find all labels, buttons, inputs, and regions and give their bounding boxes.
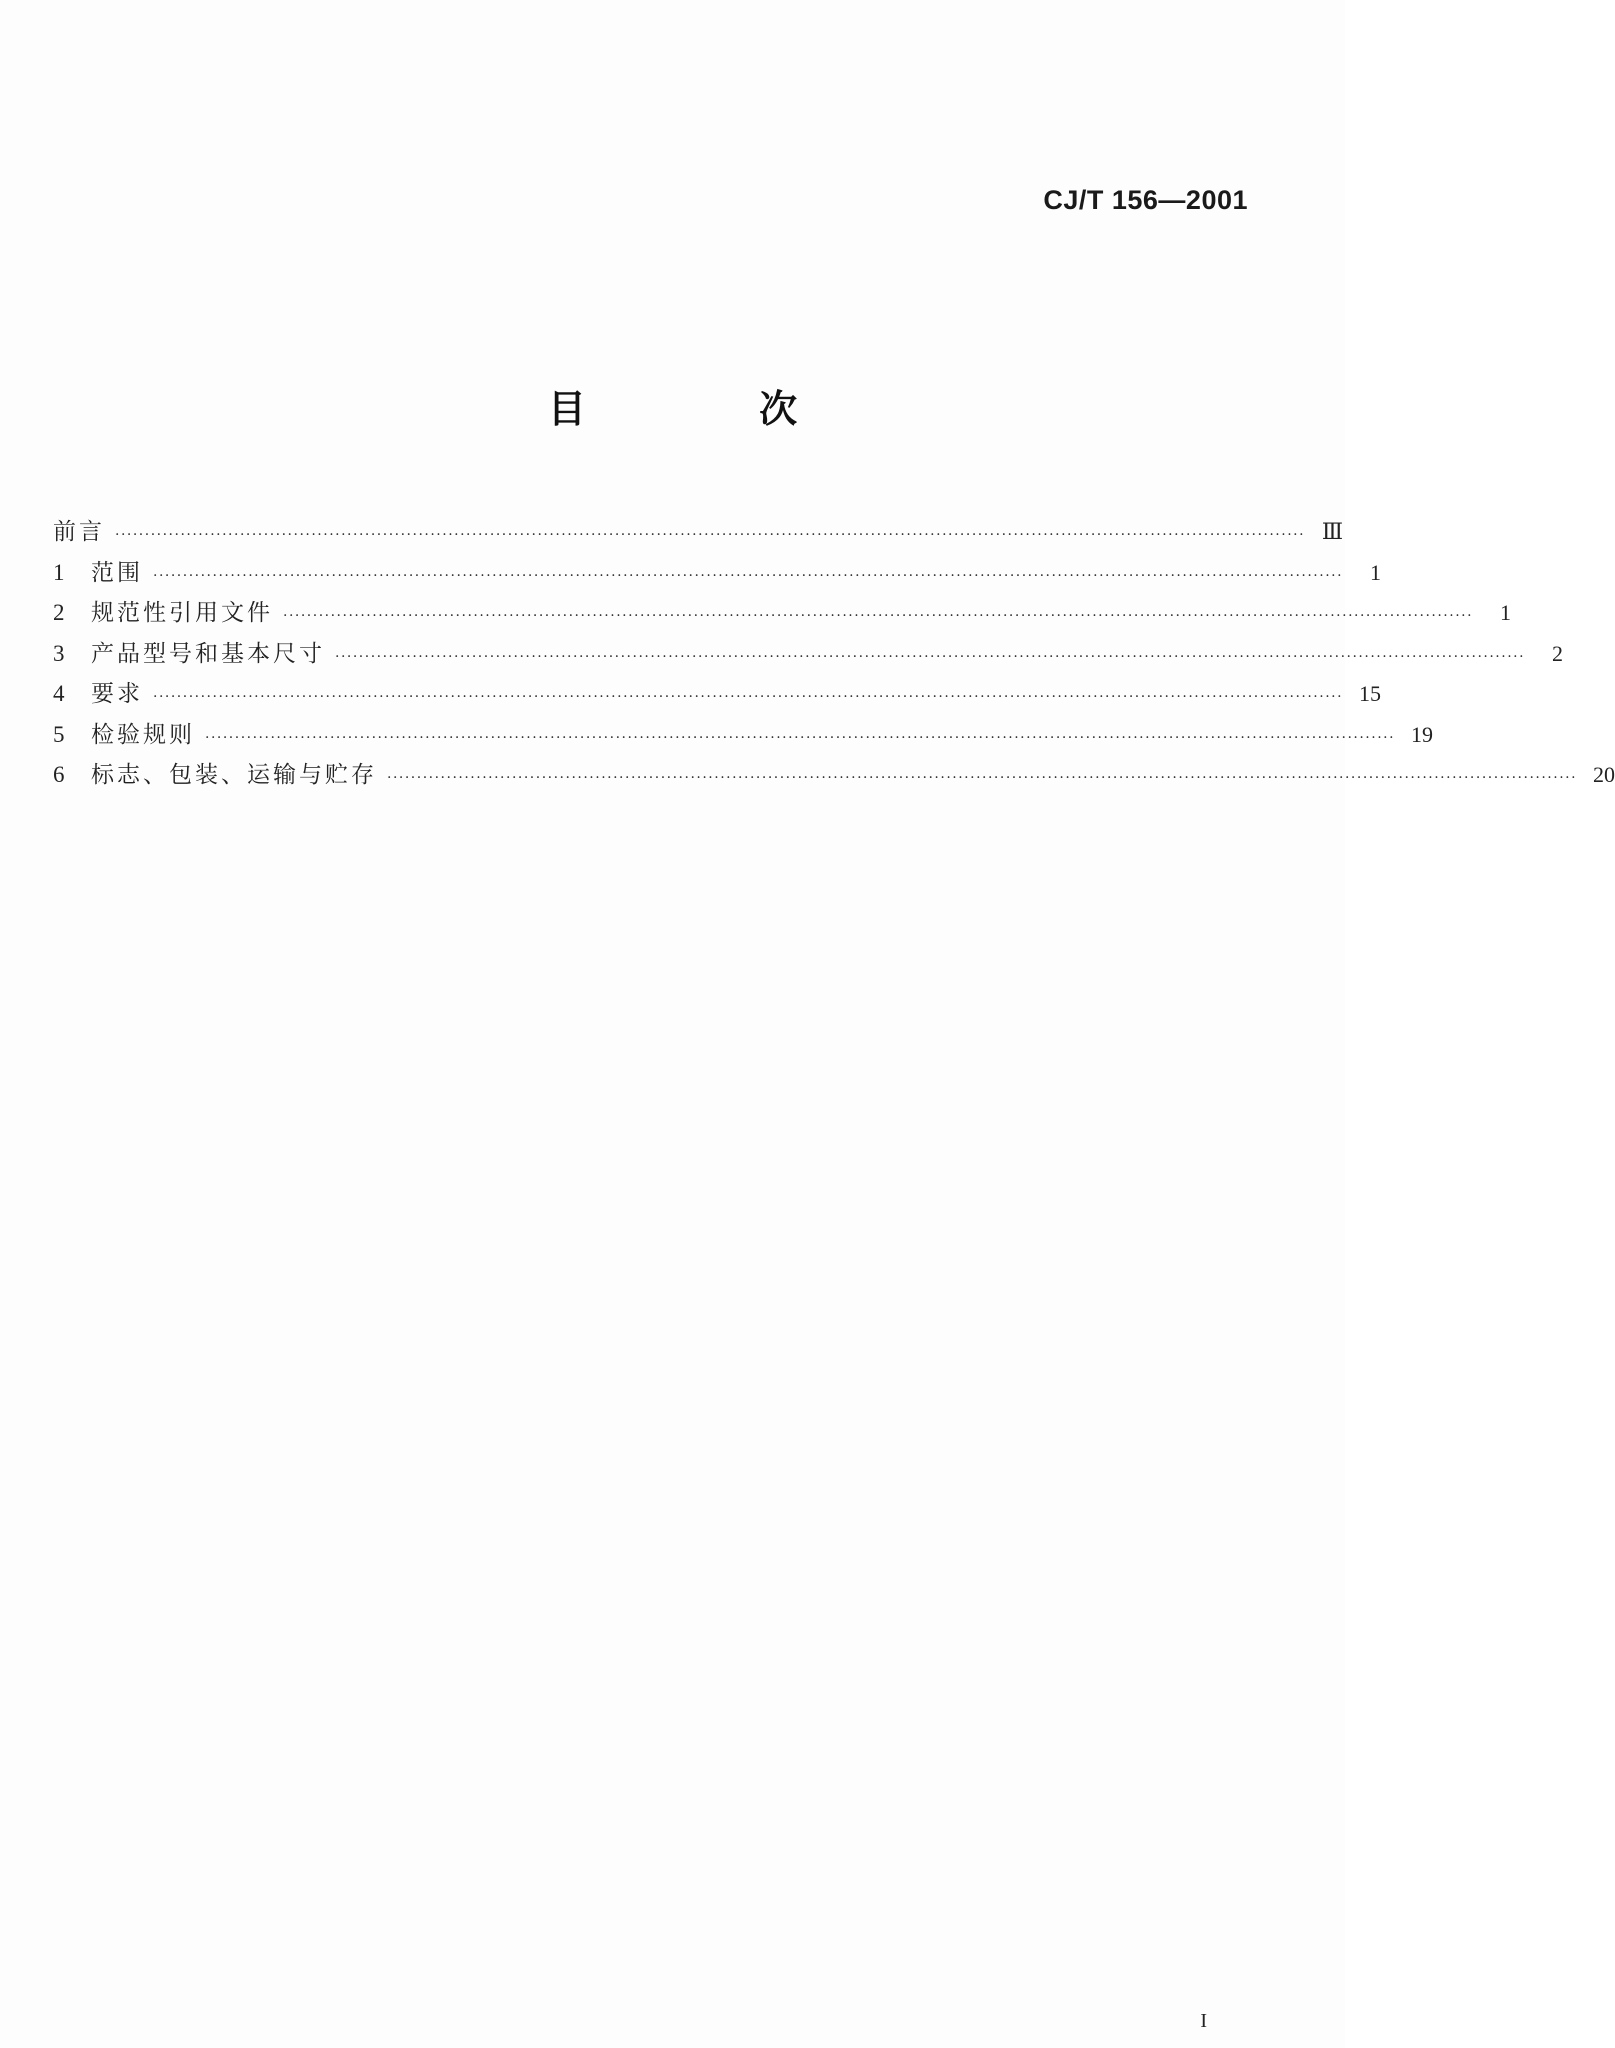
toc-dot-leader: ········································································································································································································ — [115, 527, 1306, 543]
toc-entry-foreword[interactable] — [53, 512, 1344, 553]
page-title: 目 次 — [547, 387, 878, 431]
toc-entry-number: 6 — [53, 762, 65, 787]
toc-entry-label: 范围 — [91, 559, 143, 586]
toc-dot-leader: ········································································································································································································ — [153, 567, 1344, 584]
toc-entry-label: 前言 — [53, 519, 105, 545]
toc-entry-number: 1 — [53, 559, 65, 585]
toc-entry-page: 20 — [1593, 762, 1615, 787]
toc-entry-label: 检验规则 — [91, 721, 195, 748]
toc-entry-number: 3 — [53, 640, 65, 666]
toc-entry-normative-references[interactable] — [53, 593, 1512, 634]
toc-dot-leader: ········································································································································································································ — [387, 770, 1578, 786]
toc-entry-page: 2 — [1552, 640, 1564, 666]
toc-dot-leader: ········································································································································································································ — [153, 689, 1344, 705]
toc-entry-model-dimensions[interactable] — [53, 634, 1564, 675]
page-number: I — [1200, 2010, 1207, 2032]
toc-entry-number: 2 — [53, 600, 65, 625]
toc-entry-page: 19 — [1411, 721, 1434, 747]
toc-dot-leader: ········································································································································································································ — [335, 648, 1526, 665]
toc-entry-number: 5 — [53, 721, 65, 747]
toc-dot-leader: ········································································································································································································ — [283, 608, 1474, 624]
toc-entry-page: Ⅲ — [1321, 519, 1344, 544]
toc-entry-requirements[interactable] — [53, 674, 1382, 715]
toc-entry-marking-packaging[interactable] — [53, 755, 1615, 796]
toc-entry-label: 要求 — [91, 681, 143, 707]
table-of-contents — [53, 512, 1615, 796]
toc-entry-label: 规范性引用文件 — [91, 600, 273, 626]
toc-entry-page: 1 — [1370, 559, 1382, 585]
toc-entry-scope[interactable] — [53, 553, 1382, 594]
toc-entry-page: 15 — [1359, 681, 1382, 706]
toc-entry-page: 1 — [1500, 600, 1512, 625]
toc-dot-leader: ········································································································································································································ — [205, 729, 1396, 746]
toc-entry-label: 产品型号和基本尺寸 — [91, 640, 325, 667]
standard-code: CJ/T 156—2001 — [1043, 185, 1248, 215]
toc-entry-inspection-rules[interactable] — [53, 715, 1434, 756]
toc-entry-label: 标志、包装、运输与贮存 — [91, 762, 377, 788]
toc-entry-number: 4 — [53, 681, 65, 706]
